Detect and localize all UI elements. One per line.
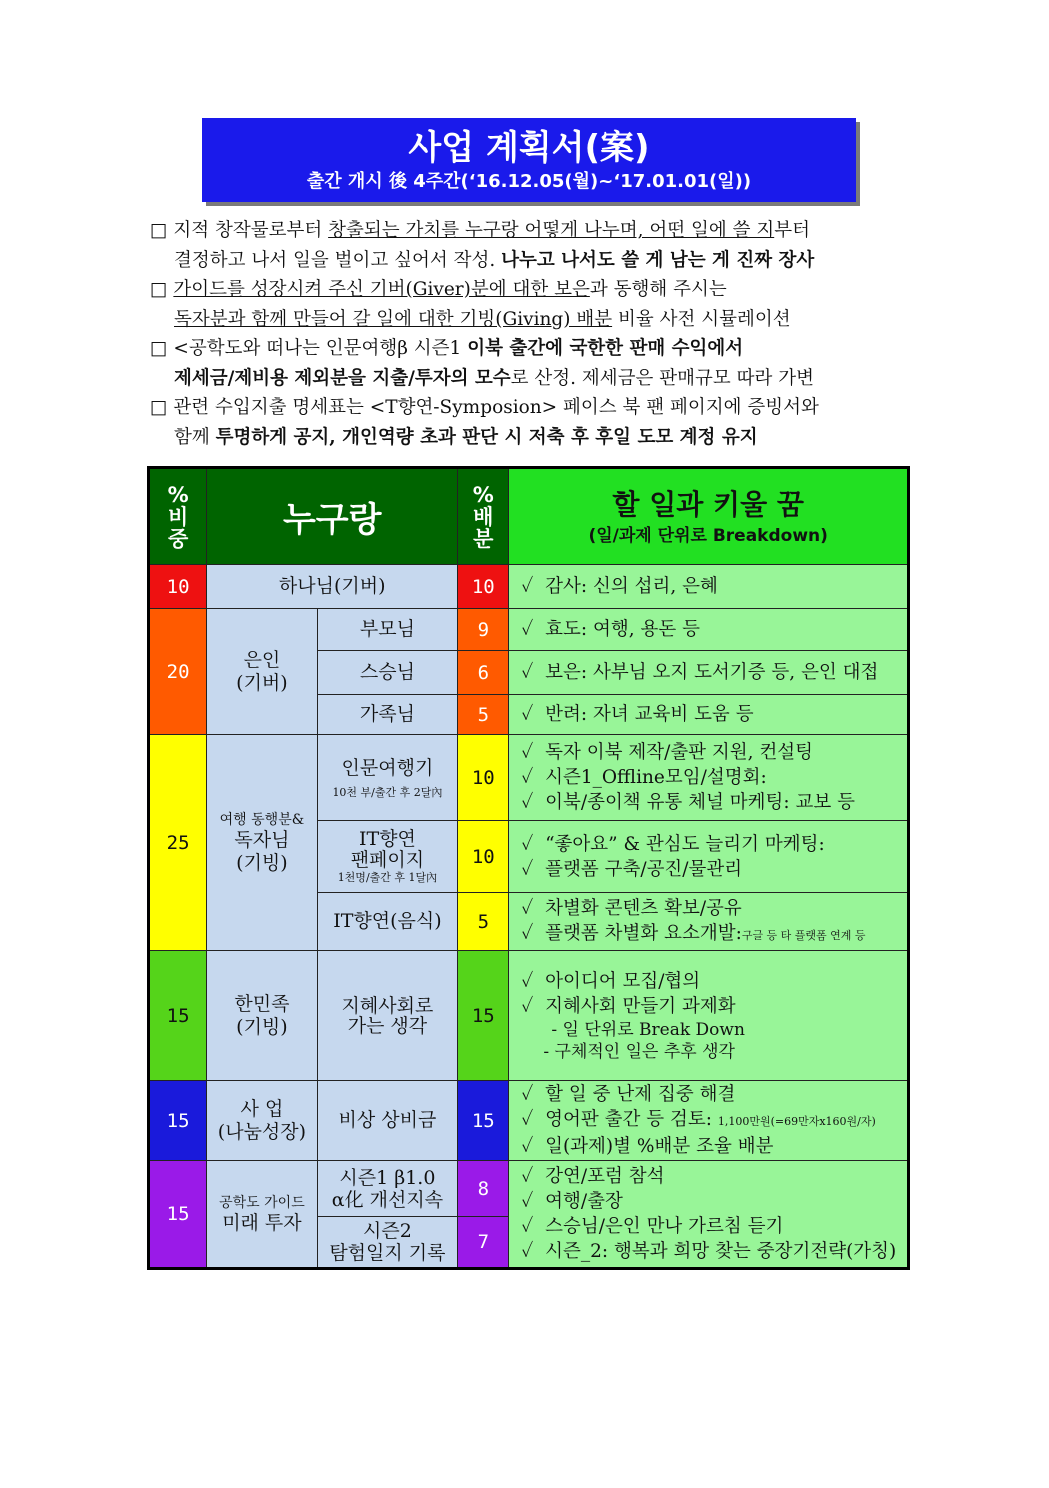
- check-icon: ✓: [521, 858, 534, 880]
- task-cell: [509, 565, 909, 609]
- check-icon: ✓: [521, 1241, 534, 1262]
- group-cell: [207, 735, 317, 951]
- note-line: 독자분과 함께 만들어 갈 일에 대한 기빙(Giving) 배분 비율 사전 시뮬레이션: [174, 308, 791, 330]
- table-row: [149, 565, 909, 609]
- weight-cell: 15: [149, 951, 207, 1081]
- check-icon: ✓: [521, 662, 534, 683]
- alloc-cell: 10: [458, 565, 509, 609]
- check-icon: ✓: [521, 1109, 534, 1130]
- check-icon: ✓: [521, 767, 534, 788]
- weight-cell: 15: [149, 1161, 207, 1269]
- task-item: ✓ 스승님/은인 만나 가르침 듣기: [521, 1216, 784, 1237]
- check-icon: ✓: [521, 1191, 534, 1212]
- check-icon: ✓: [521, 742, 534, 763]
- check-icon: ✓: [521, 1084, 534, 1105]
- header-alloc-pct: % 배 분: [458, 468, 509, 565]
- who-cell: 부모님: [317, 609, 458, 651]
- note-line: 결정하고 나서 일을 벌이고 싶어서 작성. 나누고 나서도 쓸 게 남는 게 진짜 장사: [174, 249, 815, 271]
- group-cell-main: 미래 투자: [222, 1211, 302, 1234]
- task-item: ✓ 효도: 여행, 용돈 등: [521, 619, 700, 640]
- task-cell: [509, 821, 909, 893]
- group-cell-main: 독자님 (기빙): [234, 828, 290, 874]
- group-cell-small: 공학도 가이드: [219, 1194, 305, 1211]
- task-item: ✓ 차별화 콘텐츠 확보/공유: [521, 897, 742, 919]
- task-cell: [509, 893, 909, 951]
- alloc-cell: 10: [458, 735, 509, 821]
- check-icon: ✓: [521, 704, 534, 725]
- document-subtitle: 출간 개시 後 4주간(‘16.12.05(월)~‘17.01.01(일)): [306, 171, 752, 192]
- alloc-cell: 5: [458, 893, 509, 951]
- check-icon: ✓: [521, 970, 534, 992]
- header-who: 누구랑: [207, 468, 458, 565]
- group-cell: 한민족 (기빙): [207, 951, 317, 1081]
- task-item: ✓ 강연/포럼 참석: [521, 1166, 665, 1187]
- note-line: □ 가이드를 성장시켜 주신 기버(Giver)분에 대한 보은과 동행해 주시는: [150, 279, 727, 300]
- group-cell: 사 업 (나눔성장): [207, 1081, 317, 1161]
- check-icon: ✓: [521, 1166, 534, 1187]
- task-item: ✓ 독자 이북 제작/출판 지원, 컨설팅: [521, 742, 814, 763]
- who-cell-main: 인문여행기: [341, 756, 434, 779]
- who-cell: [317, 735, 458, 821]
- intro-notes: [150, 216, 940, 452]
- weight-cell: 15: [149, 1081, 207, 1161]
- task-cell: [509, 651, 909, 695]
- who-cell: 시즌1 β1.0 α化 개선지속: [317, 1161, 458, 1217]
- task-item: ✓ 보은: 사부님 오지 도서기증 등, 은인 대접: [521, 662, 879, 683]
- task-subitem: - 일 단위로 Break Down: [551, 1019, 745, 1040]
- alloc-cell: 10: [458, 821, 509, 893]
- note-line: 함께 투명하게 공지, 개인역량 초과 판단 시 저축 후 후일 도모 계정 유지: [174, 426, 758, 448]
- weight-cell: 25: [149, 735, 207, 951]
- check-icon: ✓: [521, 995, 534, 1017]
- who-cell: 비상 상비금: [317, 1081, 458, 1161]
- task-item: ✓ 이북/종이책 유통 체널 마케팅: 교보 등: [521, 792, 856, 813]
- allocation-table: [147, 466, 910, 1270]
- task-cell: [509, 951, 909, 1081]
- alloc-cell: 5: [458, 695, 509, 735]
- task-cell: [509, 609, 909, 651]
- check-icon: ✓: [521, 1216, 534, 1237]
- header-task-subtitle: (일/과제 단위로 Breakdown): [588, 525, 828, 546]
- alloc-cell: 15: [458, 1081, 509, 1161]
- task-item: ✓ 영어판 출간 등 검토: 1,100만원(=69만자x160원/자): [521, 1109, 876, 1130]
- check-icon: ✓: [521, 922, 534, 944]
- check-icon: ✓: [521, 897, 534, 919]
- who-cell: 시즌2 탐험일지 기록: [317, 1217, 458, 1269]
- who-cell: 가족님: [317, 695, 458, 735]
- who-cell: 스승님: [317, 651, 458, 695]
- task-item: ✓ 반려: 자녀 교육비 도움 등: [521, 704, 754, 725]
- table-header-row: [149, 468, 909, 565]
- task-item: ✓ 아이디어 모집/협의: [521, 970, 701, 992]
- group-cell-small: 여행 동행분&: [219, 811, 305, 828]
- header-weight-pct: % 비 중: [149, 468, 207, 565]
- task-item: ✓ 시즌_2: 행복과 희망 찾는 중장기전략(가칭): [521, 1241, 897, 1262]
- task-subitem: - 구체적인 일은 추후 생각: [543, 1041, 735, 1062]
- who-cell: 하나님(기버): [207, 565, 458, 609]
- check-icon: ✓: [521, 833, 534, 855]
- who-cell: IT향연(음식): [317, 893, 458, 951]
- document-title: 사업 계획서(案): [408, 128, 650, 168]
- note-line: 제세금/제비용 제외분을 지출/투자의 모수로 산정. 제세금은 판매규모 따라 가변: [174, 367, 815, 389]
- task-item: ✓ 지혜사회 만들기 과제화: [521, 995, 736, 1017]
- check-icon: ✓: [521, 1136, 534, 1157]
- table-row: [149, 1161, 909, 1217]
- who-cell-main: IT향연 팬페이지: [350, 828, 425, 871]
- table-row: [149, 609, 909, 651]
- who-cell-note: 1천명/출간 후 1달內: [337, 871, 438, 884]
- task-item: ✓ “좋아요” & 관심도 늘리기 마케팅:: [521, 833, 825, 855]
- alloc-cell: 7: [458, 1217, 509, 1269]
- check-icon: ✓: [521, 792, 534, 813]
- table-row: [149, 951, 909, 1081]
- table-row: [149, 735, 909, 821]
- task-item: ✓ 플랫폼 구축/공진/물관리: [521, 858, 743, 880]
- task-cell: [509, 695, 909, 735]
- check-icon: ✓: [521, 576, 534, 597]
- who-cell: 지혜사회로 가는 생각: [317, 951, 458, 1081]
- task-cell: [509, 735, 909, 821]
- check-icon: ✓: [521, 619, 534, 640]
- alloc-cell: 9: [458, 609, 509, 651]
- task-cell: [509, 1161, 909, 1269]
- task-item: ✓ 플랫폼 차별화 요소개발:구글 등 타 플랫폼 연계 등: [521, 922, 866, 944]
- weight-cell: 20: [149, 609, 207, 735]
- task-item: ✓ 시즌1_Offline모임/설명회:: [521, 767, 767, 788]
- header-task-title: 할 일과 키울 꿈: [612, 487, 804, 521]
- task-item: ✓ 할 일 중 난제 집중 해결: [521, 1084, 736, 1105]
- header-task: [509, 468, 909, 565]
- group-cell: [207, 1161, 317, 1269]
- task-cell: [509, 1081, 909, 1161]
- task-item: ✓ 일(과제)별 %배분 조율 배분: [521, 1136, 774, 1157]
- group-cell: 은인 (기버): [207, 609, 317, 735]
- who-cell: [317, 821, 458, 893]
- task-item: ✓ 감사: 신의 섭리, 은혜: [521, 576, 718, 597]
- alloc-cell: 8: [458, 1161, 509, 1217]
- alloc-cell: 6: [458, 651, 509, 695]
- who-cell-note: 10천 부/출간 후 2달內: [332, 785, 443, 799]
- table-row: [149, 1081, 909, 1161]
- alloc-cell: 15: [458, 951, 509, 1081]
- task-item: ✓ 여행/출장: [521, 1191, 623, 1212]
- note-line: □ 관련 수입지출 명세표는 <T향연-Symposion> 페이스 북 팬 페이지에 증빙서와: [150, 397, 819, 418]
- weight-cell: 10: [149, 565, 207, 609]
- note-line: □ 지적 창작물로부터 창출되는 가치를 누구랑 어떻게 나누며, 어떤 일에 쓸 지부터: [150, 220, 810, 241]
- title-box: [202, 118, 856, 202]
- note-line: □ <공학도와 떠나는 인문여행β 시즌1 이북 출간에 국한한 판매 수익에서: [150, 338, 744, 359]
